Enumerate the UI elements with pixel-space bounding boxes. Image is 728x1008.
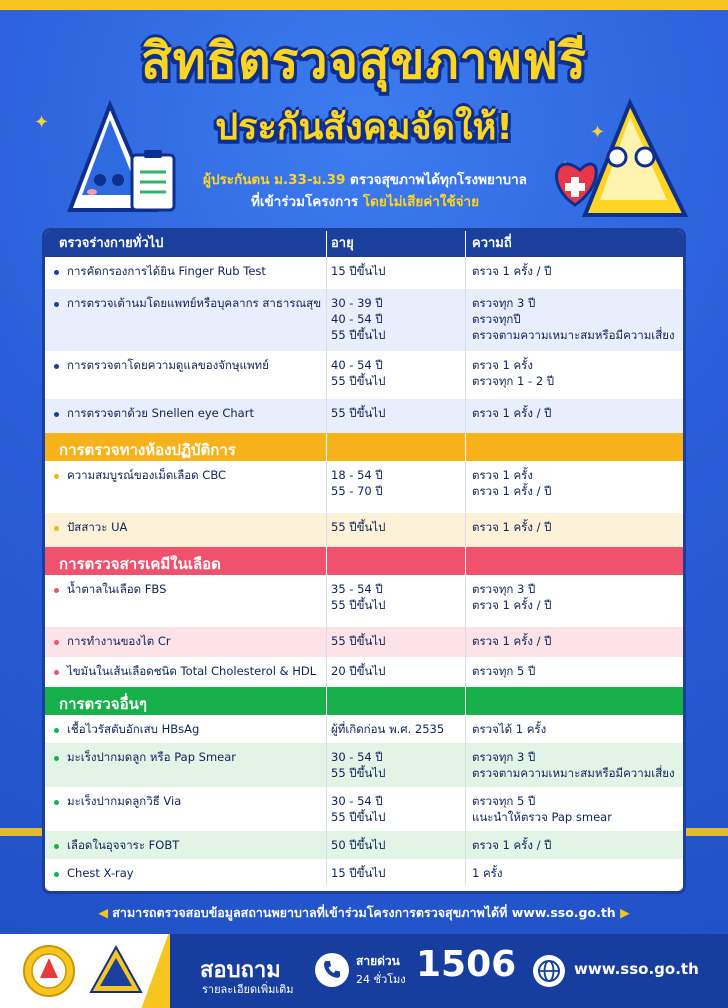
column-divider: [465, 231, 466, 257]
table-row: [45, 461, 683, 513]
globe-icon: [532, 954, 566, 988]
column-divider: [326, 461, 327, 513]
column-divider: [326, 743, 327, 787]
table-row: [45, 831, 683, 859]
age-line: 35 - 54 ปี: [331, 582, 383, 596]
frequency-line: ตรวจทุก 5 ปี: [472, 794, 536, 808]
age-line: 55 ปีขึ้นไป: [331, 406, 386, 420]
age-range: [331, 295, 459, 343]
frequency: [472, 467, 682, 499]
government-seal-logo: [22, 944, 76, 998]
column-header: ความถี่: [472, 236, 512, 251]
intro-line-2: ที่เข้าร่วมโครงการ โดยไม่เสียค่าใช้จ่าย: [250, 194, 480, 210]
table-row: [45, 627, 683, 657]
column-divider: [465, 657, 466, 687]
ask-title: สอบถาม: [200, 958, 281, 983]
exam-name: การตรวจตาโดยความดูแลของจักษุแพทย์: [67, 358, 269, 372]
column-divider: [326, 433, 327, 461]
column-divider: [326, 687, 327, 715]
age-line: 55 ปีขึ้นไป: [331, 374, 386, 388]
bullet-icon: [54, 844, 59, 849]
column-divider: [465, 547, 466, 575]
hotline-label: สายด่วน: [356, 954, 400, 968]
section-title: การตรวจอื่นๆ: [59, 695, 147, 713]
column-divider: [326, 657, 327, 687]
age-range: [331, 581, 459, 613]
mascot-left-illustration: [60, 100, 190, 230]
hotline-number[interactable]: 1506: [416, 944, 517, 985]
column-header: อายุ: [331, 236, 354, 251]
column-divider: [326, 547, 327, 575]
table-row: [45, 715, 683, 743]
bullet-icon: [54, 474, 59, 479]
frequency-line: ตรวจทุก 3 ปี: [472, 296, 536, 310]
exam-name: การคัดกรองการได้ยิน Finger Rub Test: [67, 264, 266, 278]
frequency-line: ตรวจทุก 1 - 2 ปี: [472, 374, 555, 388]
sparkle-icon: ✦: [590, 122, 606, 143]
table-row: [45, 575, 683, 627]
frequency-line: ตรวจได้ 1 ครั้ง: [472, 722, 547, 736]
age-line: 55 - 70 ปี: [331, 484, 383, 498]
age-range: [331, 357, 459, 389]
age-range: [331, 837, 459, 853]
age-line: 55 ปีขึ้นไป: [331, 634, 386, 648]
age-range: [331, 633, 459, 649]
frequency-line: ตรวจทุกปี: [472, 312, 521, 326]
table-header-row: [45, 231, 683, 257]
frequency: [472, 749, 682, 781]
age-range: [331, 263, 459, 279]
age-line: 55 ปีขึ้นไป: [331, 810, 386, 824]
frequency-line: ตรวจตามความเหมาะสมหรือมีความเสี่ยง: [472, 328, 675, 342]
column-divider: [465, 627, 466, 657]
table-row: [45, 257, 683, 289]
exam-name: น้ำตาลในเลือด FBS: [67, 582, 167, 596]
frequency-line: 1 ครั้ง: [472, 866, 503, 880]
column-divider: [326, 289, 327, 351]
exam-name: เชื้อไวรัสตับอักเสบ HBsAg: [67, 722, 200, 736]
bullet-icon: [54, 728, 59, 733]
top-stripe: [0, 0, 728, 10]
column-divider: [465, 513, 466, 547]
column-divider: [326, 831, 327, 859]
age-range: [331, 405, 459, 421]
frequency-line: ตรวจ 1 ครั้ง / ปี: [472, 406, 552, 420]
exam-name: มะเร็งปากมดลูกวิธี Via: [67, 794, 182, 808]
exam-name: ปัสสาวะ UA: [67, 520, 128, 534]
bullet-icon: [54, 640, 59, 645]
exam-name: Chest X-ray: [67, 866, 134, 880]
age-line: 15 ปีขึ้นไป: [331, 264, 386, 278]
column-divider: [326, 513, 327, 547]
age-line: 40 - 54 ปี: [331, 358, 383, 372]
column-divider: [465, 831, 466, 859]
exam-name: ไขมันในเส้นเลือดชนิด Total Cholesterol & HDL: [67, 664, 317, 678]
frequency-line: ตรวจ 1 ครั้ง / ปี: [472, 634, 552, 648]
age-line: 50 ปีขึ้นไป: [331, 838, 386, 852]
age-range: [331, 793, 459, 825]
bullet-icon: [54, 526, 59, 531]
column-divider: [465, 687, 466, 715]
footer-note: ◀ สามารถตรวจสอบข้อมูลสถานพยาบาลที่เข้าร่วมโครงการตรวจสุขภาพได้ที่ www.sso.go.th ▶: [98, 905, 630, 920]
age-range: [331, 519, 459, 535]
bullet-icon: [54, 364, 59, 369]
column-divider: [465, 787, 466, 831]
triangle-right-icon: ◀: [98, 905, 108, 920]
age-line: 18 - 54 ปี: [331, 468, 383, 482]
age-line: 40 - 54 ปี: [331, 312, 383, 326]
table-row: [45, 513, 683, 547]
exam-name: การตรวจเต้านมโดยแพทย์หรือบุคลากร สาธารณสุข: [67, 296, 322, 310]
frequency-line: ตรวจ 1 ครั้ง: [472, 468, 533, 482]
section-title: การตรวจทางห้องปฏิบัติการ: [59, 441, 236, 459]
column-divider: [465, 743, 466, 787]
exam-name: การตรวจตาด้วย Snellen eye Chart: [67, 406, 254, 420]
frequency-line: ตรวจ 1 ครั้ง / ปี: [472, 838, 552, 852]
exam-name: เลือดในอุจจาระ FOBT: [67, 838, 180, 852]
age-range: [331, 721, 459, 737]
table-row: [45, 859, 683, 885]
frequency: [472, 633, 682, 649]
column-divider: [465, 399, 466, 433]
column-divider: [326, 627, 327, 657]
age-line: 15 ปีขึ้นไป: [331, 866, 386, 880]
column-divider: [326, 575, 327, 627]
triangle-left-icon: ▶: [620, 905, 630, 920]
age-line: 55 ปีขึ้นไป: [331, 766, 386, 780]
frequency: [472, 405, 682, 421]
bullet-icon: [54, 756, 59, 761]
bullet-icon: [54, 588, 59, 593]
frequency-line: ตรวจทุก 5 ปี: [472, 664, 536, 678]
frequency: [472, 721, 682, 737]
age-line: 30 - 54 ปี: [331, 794, 383, 808]
bullet-icon: [54, 412, 59, 417]
table-row: [45, 743, 683, 787]
column-divider: [326, 351, 327, 399]
column-divider: [465, 859, 466, 885]
column-divider: [465, 575, 466, 627]
age-line: 55 ปีขึ้นไป: [331, 328, 386, 342]
age-range: [331, 749, 459, 781]
section-header-row: [45, 687, 683, 715]
section-title: การตรวจสารเคมีในเลือด: [59, 555, 221, 573]
bullet-icon: [54, 800, 59, 805]
section-header-row: [45, 433, 683, 461]
column-divider: [465, 351, 466, 399]
column-divider: [326, 399, 327, 433]
intro-line-1: ผู้ประกันตน ม.33-ม.39 ตรวจสุขภาพได้ทุกโรงพยาบาล: [203, 172, 527, 188]
sparkle-icon: ✦: [34, 112, 50, 133]
exam-name: มะเร็งปากมดลูก หรือ Pap Smear: [67, 750, 237, 764]
age-range: [331, 865, 459, 881]
page-subtitle-title: ประกันสังคมจัดให้!: [215, 107, 513, 148]
column-header: ตรวจร่างกายทั่วไป: [59, 236, 164, 251]
column-divider: [326, 859, 327, 885]
frequency-line: ตรวจ 1 ครั้ง / ปี: [472, 520, 552, 534]
frequency-line: ตรวจ 1 ครั้ง / ปี: [472, 264, 552, 278]
bullet-icon: [54, 302, 59, 307]
exam-name: ความสมบูรณ์ของเม็ดเลือด CBC: [67, 468, 227, 482]
frequency: [472, 357, 682, 389]
bullet-icon: [54, 270, 59, 275]
website-link[interactable]: www.sso.go.th: [574, 960, 699, 978]
table-row: [45, 787, 683, 831]
page-title: สิทธิตรวจสุขภาพฟรี: [141, 32, 587, 90]
column-divider: [465, 715, 466, 743]
bullet-icon: [54, 872, 59, 877]
column-divider: [465, 461, 466, 513]
section-header-row: [45, 547, 683, 575]
frequency-line: ตรวจตามความเหมาะสมหรือมีความเสี่ยง: [472, 766, 675, 780]
frequency-line: ตรวจทุก 3 ปี: [472, 582, 536, 596]
bullet-icon: [54, 670, 59, 675]
age-line: 55 ปีขึ้นไป: [331, 520, 386, 534]
hotline-hours: 24 ชั่วโมง: [356, 973, 406, 986]
contact-bar: [0, 934, 728, 1008]
age-line: 20 ปีขึ้นไป: [331, 664, 386, 678]
frequency: [472, 295, 682, 343]
age-line: 30 - 39 ปี: [331, 296, 383, 310]
mascot-right-illustration: [545, 95, 695, 235]
column-divider: [465, 257, 466, 289]
frequency-line: ตรวจทุก 3 ปี: [472, 750, 536, 764]
table-row: [45, 351, 683, 399]
table-row: [45, 289, 683, 351]
exam-name: การทำงานของไต Cr: [67, 634, 171, 648]
frequency: [472, 793, 682, 825]
age-range: [331, 663, 459, 679]
table-row: [45, 657, 683, 687]
column-divider: [326, 787, 327, 831]
frequency-line: แนะนำให้ตรวจ Pap smear: [472, 810, 612, 824]
age-line: ผู้ที่เกิดก่อน พ.ศ. 2535: [331, 722, 445, 736]
age-line: 55 ปีขึ้นไป: [331, 598, 386, 612]
column-divider: [326, 257, 327, 289]
frequency: [472, 663, 682, 679]
frequency-line: ตรวจ 1 ครั้ง / ปี: [472, 484, 552, 498]
checkup-table: [42, 228, 686, 894]
frequency: [472, 837, 682, 853]
phone-icon: [314, 952, 350, 988]
frequency-line: ตรวจ 1 ครั้ง: [472, 358, 533, 372]
frequency: [472, 263, 682, 279]
age-line: 30 - 54 ปี: [331, 750, 383, 764]
column-divider: [326, 715, 327, 743]
frequency: [472, 519, 682, 535]
column-divider: [465, 433, 466, 461]
frequency: [472, 865, 682, 881]
frequency-line: ตรวจ 1 ครั้ง / ปี: [472, 598, 552, 612]
ask-subtitle: รายละเอียดเพิ่มเติม: [202, 983, 294, 996]
frequency: [472, 581, 682, 613]
column-divider: [465, 289, 466, 351]
age-range: [331, 467, 459, 499]
sso-logo: [88, 944, 144, 998]
table-row: [45, 399, 683, 433]
column-divider: [326, 231, 327, 257]
